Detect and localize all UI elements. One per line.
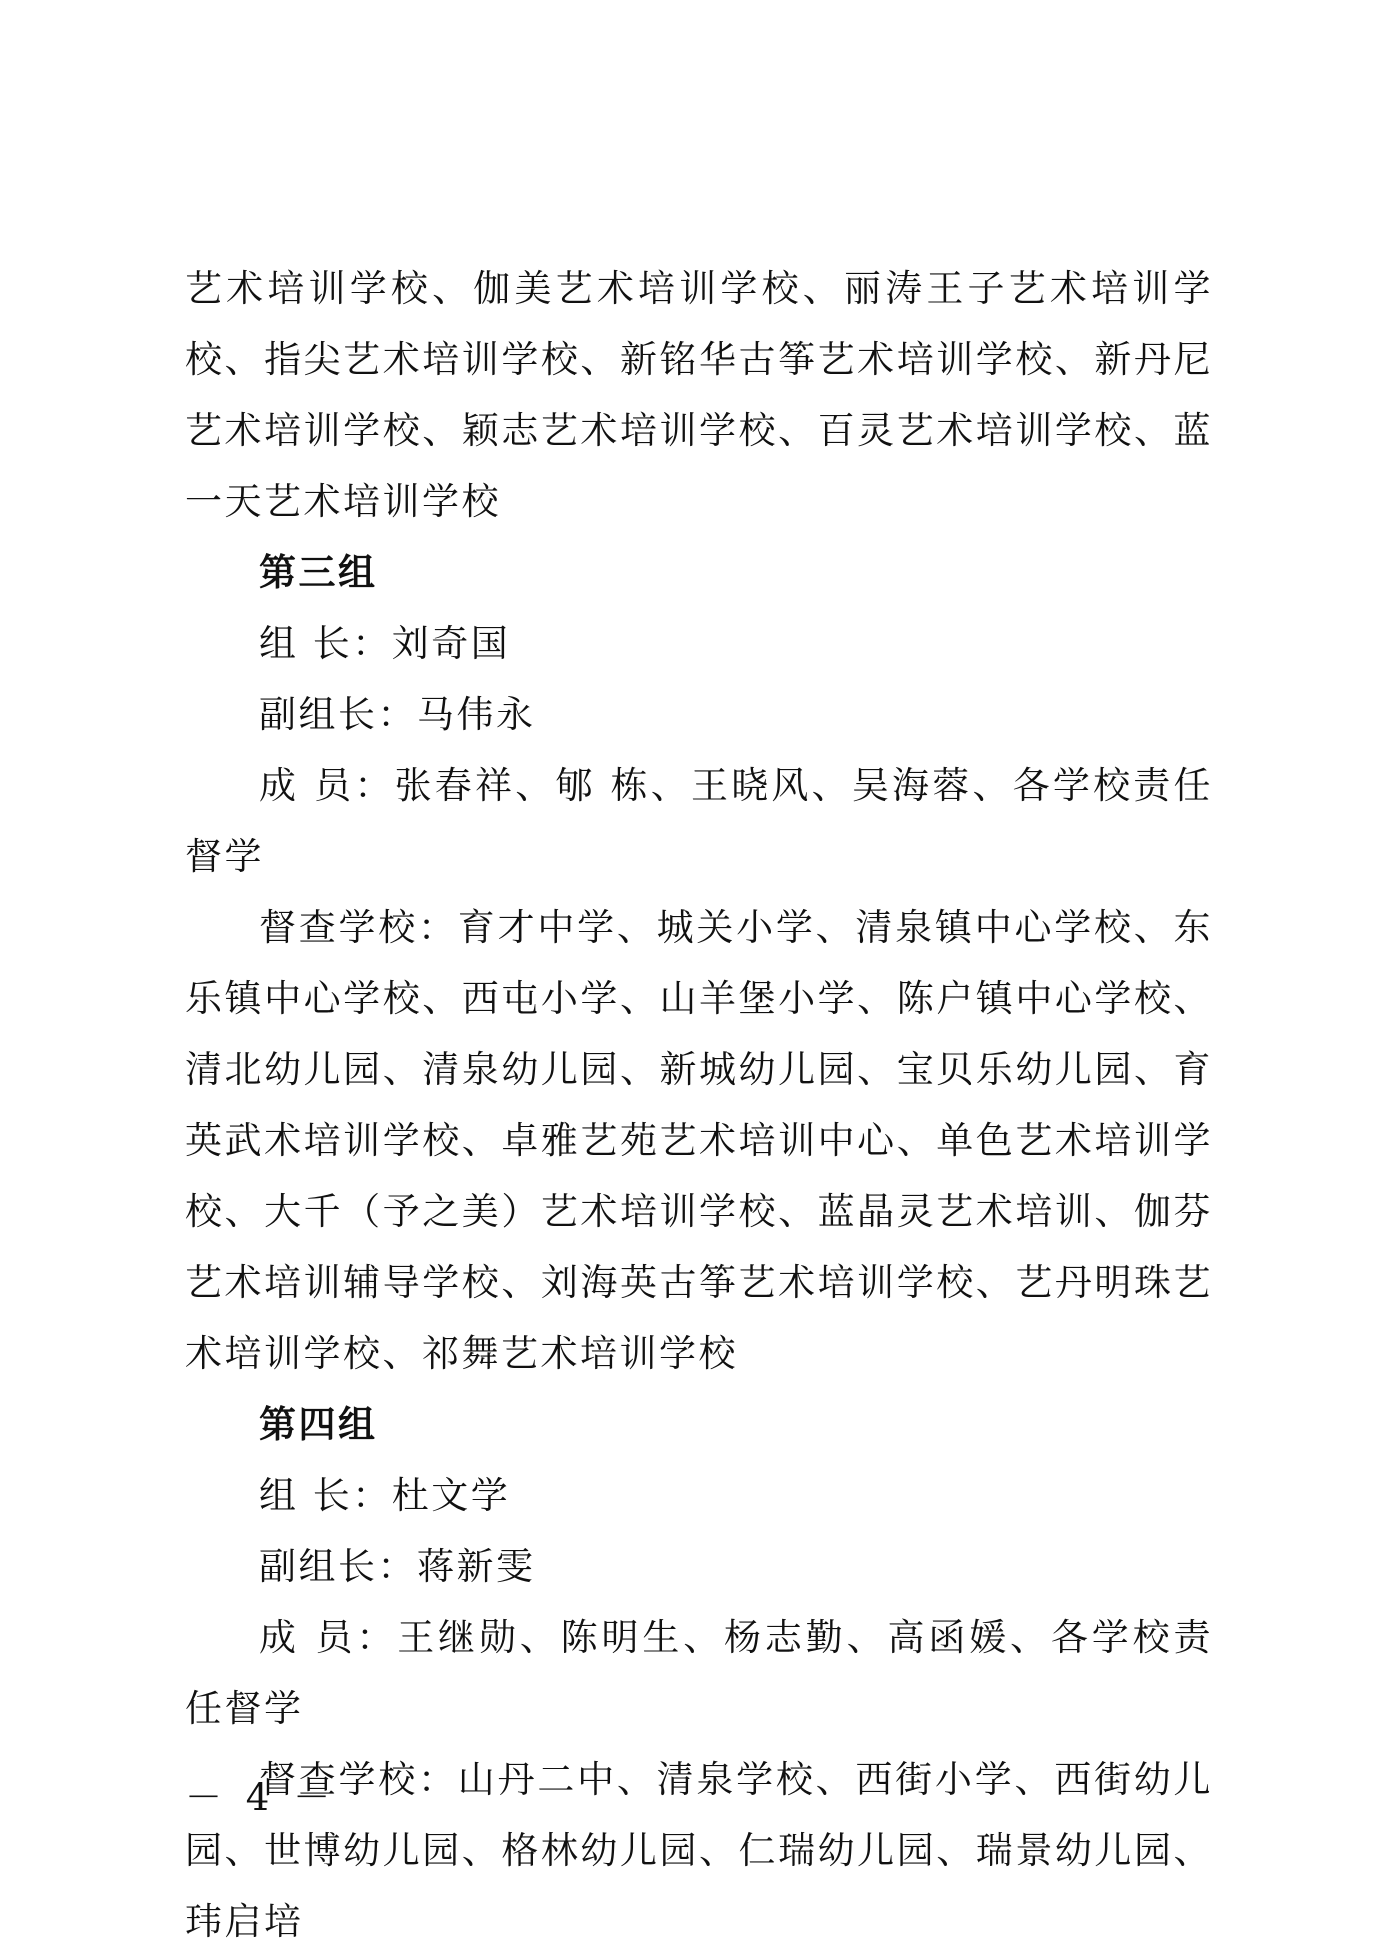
group3-deputy-leader: 副组长：马伟永: [259, 693, 536, 736]
group4-schools: 督查学校：山丹二中、清泉学校、西街小学、西街幼儿园、世博幼儿园、格林幼儿园、仁瑞幼儿园、瑞景幼儿园、玮启培: [185, 1758, 1213, 1943]
group4-members: 成 员：王继勋、陈明生、杨志勤、高函媛、各学校责任督学: [185, 1616, 1213, 1730]
continuation-paragraph: 艺术培训学校、伽美艺术培训学校、丽涛王子艺术培训学校、指尖艺术培训学校、新铭华古筝艺术培训学校、新丹尼艺术培训学校、颖志艺术培训学校、百灵艺术培训学校、蓝一天艺术培训学校: [185, 267, 1213, 523]
document-body: [185, 253, 1213, 1957]
group4-heading: 第四组: [259, 1402, 378, 1446]
group3-leader: 组 长：刘奇国: [259, 622, 511, 665]
page-number: － 4 －: [185, 1776, 337, 1819]
group4-deputy-leader: 副组长：蒋新雯: [259, 1545, 536, 1588]
group3-schools: 督查学校：育才中学、城关小学、清泉镇中心学校、东乐镇中心学校、西屯小学、山羊堡小学、陈户镇中心学校、清北幼儿园、清泉幼儿园、新城幼儿园、宝贝乐幼儿园、育英武术培训学校、卓雅艺苑艺术培训中心、单色艺术培训学校、大千（予之美）艺术培训学校、蓝晶灵艺术培训、伽芬艺术培训辅导学校、刘海英古筝艺术培训学校、艺丹明珠艺术培训学校、祁舞艺术培训学校: [185, 906, 1213, 1375]
group3-heading: 第三组: [259, 550, 378, 594]
group3-members: 成 员：张春祥、郇 栋、王晓风、吴海蓉、各学校责任督学: [185, 764, 1213, 878]
group4-leader: 组 长：杜文学: [259, 1474, 511, 1517]
